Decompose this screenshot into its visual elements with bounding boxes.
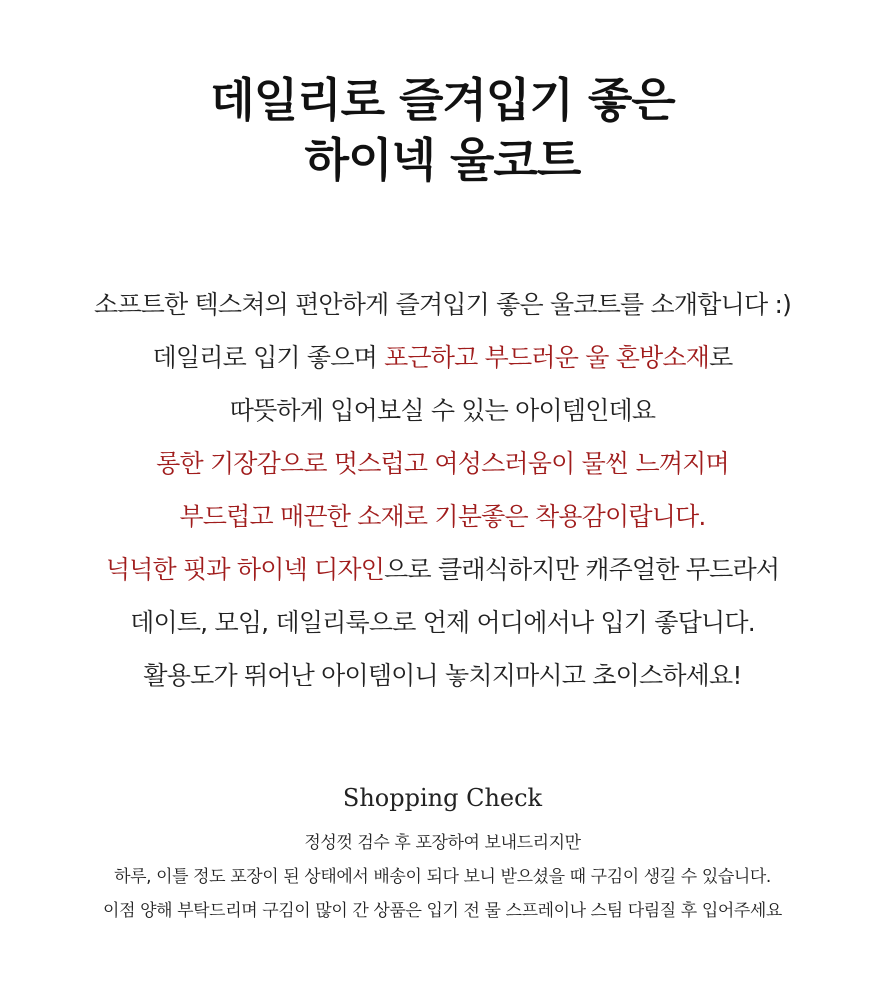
headline-line-1: 데일리로 즐겨입기 좋은: [210, 73, 675, 127]
description-text: 따뜻하게 입어보실 수 있는 아이템인데요: [229, 396, 656, 425]
highlighted-text: 롱한 기장감으로 멋스럽고 여성스러움이 물씬 느껴지며: [156, 449, 729, 478]
description-line: [0, 278, 885, 331]
description-text: 데이트, 모임, 데일리룩으로 언제 어디에서나 입기 좋답니다.: [130, 608, 755, 637]
description-line: [0, 490, 885, 543]
shopping-note: 이점 양해 부탁드리며 구김이 많이 간 상품은 입기 전 물 스프레이나 스팀 다림질 후 입어주세요: [103, 901, 782, 921]
description-text: 으로 클래식하지만 캐주얼한 무드라서: [384, 555, 780, 584]
shopping-check-notes: [0, 826, 885, 928]
description-line: [0, 384, 885, 437]
description-line: [0, 649, 885, 702]
description-line: [0, 543, 885, 596]
description-line: [0, 437, 885, 490]
product-headline: [0, 70, 885, 190]
highlighted-text: 포근하고 부드러운 울 혼방소재: [384, 343, 710, 372]
shopping-note: 정성껏 검수 후 포장하여 보내드리지만: [304, 833, 581, 853]
shopping-check-title: Shopping Check: [342, 784, 543, 812]
description-line: [0, 331, 885, 384]
product-description: [0, 278, 885, 702]
highlighted-text: 넉넉한 핏과 하이넥 디자인: [105, 555, 385, 584]
description-text: 소프트한 텍스쳐의 편안하게 즐겨입기 좋은 울코트를 소개합니다 :): [93, 290, 792, 319]
headline-line-2: 하이넥 울코트: [304, 133, 581, 187]
highlighted-text: 부드럽고 매끈한 소재로 기분좋은 착용감이랍니다.: [179, 502, 706, 531]
shopping-note: 하루, 이틀 정도 포장이 된 상태에서 배송이 되다 보니 받으셨을 때 구김이 생길 수 있습니다.: [114, 867, 771, 887]
description-text: 로: [709, 343, 733, 372]
description-text: 활용도가 뛰어난 아이템이니 놓치지마시고 초이스하세요!: [143, 661, 742, 690]
description-line: [0, 596, 885, 649]
description-text: 데일리로 입기 좋으며: [152, 343, 385, 372]
